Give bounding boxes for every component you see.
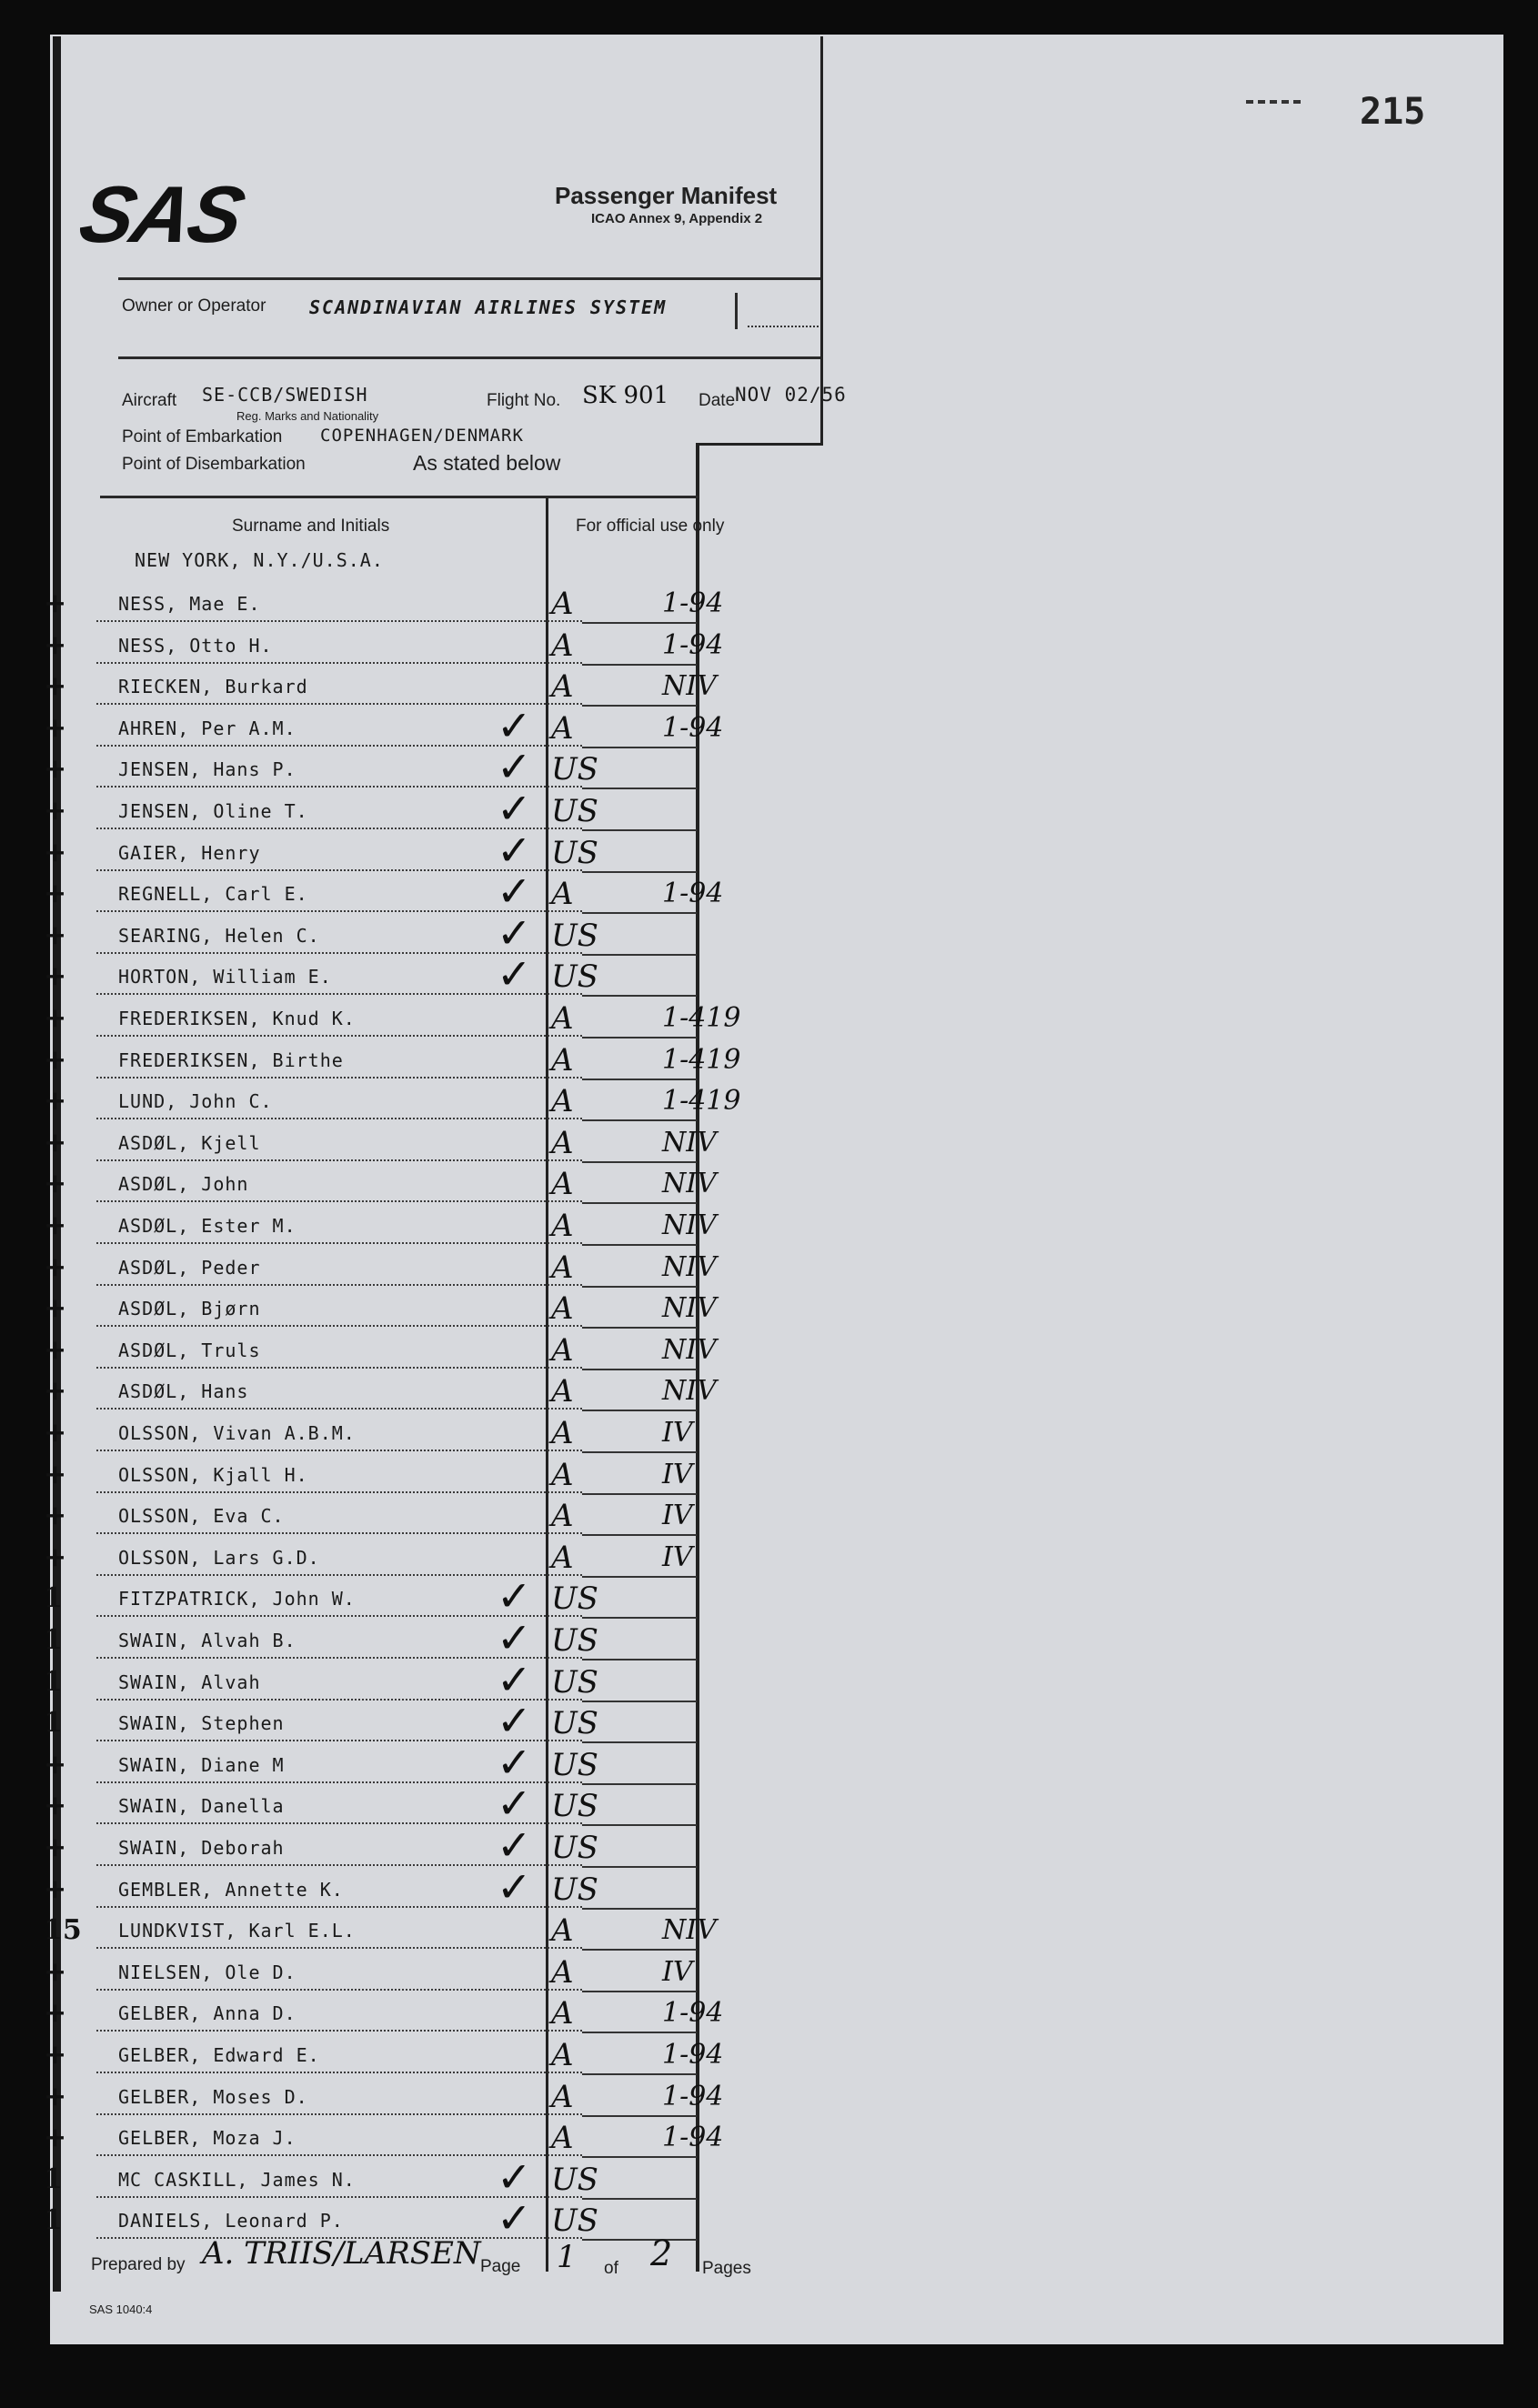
passenger-name: JENSEN, Oline T. xyxy=(118,800,308,822)
row-tick-mark: 15 xyxy=(44,1914,82,1947)
visa-code: NIV xyxy=(662,1375,717,1408)
row-tick-mark: + xyxy=(44,1043,67,1076)
visa-code: NIV xyxy=(662,1292,717,1325)
status-mark: A xyxy=(551,586,574,622)
passenger-row xyxy=(44,1370,717,1411)
of-label: of xyxy=(604,2259,618,2278)
row-tick-mark: + xyxy=(44,1209,67,1241)
sas-logo: SAS xyxy=(72,169,251,259)
row-dotted-rule xyxy=(96,2113,582,2115)
row-dotted-rule xyxy=(96,1408,582,1410)
row-tick-mark: + xyxy=(44,1458,67,1490)
status-mark: A xyxy=(551,1456,574,1493)
passenger-row xyxy=(44,1411,699,1453)
passenger-row xyxy=(44,1861,699,1911)
passenger-row xyxy=(44,1737,699,1787)
passenger-name: ASDØL, Peder xyxy=(118,1256,261,1279)
row-tick-mark: + xyxy=(44,628,67,661)
header-rule xyxy=(118,277,820,280)
visa-code: NIV xyxy=(662,1126,717,1159)
visa-code: NIV xyxy=(662,670,717,703)
row-tick-mark: 1 xyxy=(44,2162,63,2195)
status-mark: US xyxy=(551,1580,598,1618)
aircraft-sublabel: Reg. Marks and Nationality xyxy=(236,409,379,423)
passenger-name: ASDØL, Kjell xyxy=(118,1131,261,1154)
passenger-name: FREDERIKSEN, Birthe xyxy=(118,1048,344,1071)
status-mark: A xyxy=(551,1953,574,1991)
status-mark: A xyxy=(551,1124,574,1161)
passenger-name: SWAIN, Deborah xyxy=(118,1837,285,1859)
passenger-row xyxy=(44,1287,717,1329)
prepared-signature: A. TRIIS/LARSEN xyxy=(202,2235,481,2272)
row-tick-mark: + xyxy=(44,711,67,744)
row-tick-mark: 1 xyxy=(44,2204,63,2237)
passenger-name: NESS, Mae E. xyxy=(118,593,261,615)
row-tick-mark: + xyxy=(44,1333,67,1366)
frame-right-border-top xyxy=(820,36,823,444)
row-dotted-rule xyxy=(96,1532,582,1534)
row-dotted-rule xyxy=(96,1325,582,1327)
frame-left-border xyxy=(53,36,61,2292)
check-mark: ✓ xyxy=(497,1696,532,1746)
passenger-row xyxy=(44,1951,699,1992)
status-mark: A xyxy=(551,1539,574,1576)
row-tick-mark: + xyxy=(44,1085,67,1118)
status-mark: A xyxy=(551,1083,574,1120)
col-surname-header: Surname and Initials xyxy=(232,517,390,536)
row-tick-mark: + xyxy=(44,1168,67,1200)
status-mark: A xyxy=(551,2078,574,2115)
check-mark: ✓ xyxy=(497,867,532,917)
disembark-value: As stated below xyxy=(413,451,561,475)
passenger-name: NIELSEN, Ole D. xyxy=(118,1961,297,1983)
passenger-row xyxy=(44,784,699,833)
row-tick-mark: + xyxy=(44,1831,67,1863)
row-dotted-rule xyxy=(96,2072,582,2073)
passenger-row xyxy=(44,1494,699,1536)
passenger-row xyxy=(44,1453,699,1495)
passenger-row xyxy=(44,1654,699,1704)
passenger-row xyxy=(44,1162,717,1204)
visa-code: IV xyxy=(662,1417,693,1449)
visa-code: 1-419 xyxy=(662,1085,741,1118)
passenger-name: OLSSON, Eva C. xyxy=(118,1505,285,1528)
passenger-name: AHREN, Per A.M. xyxy=(118,717,297,739)
row-dotted-rule xyxy=(96,1491,582,1493)
visa-code: 1-94 xyxy=(662,878,724,910)
status-mark: US xyxy=(551,1871,598,1908)
disembark-label: Point of Disembarkation xyxy=(122,455,306,474)
row-tick-mark: + xyxy=(44,1955,67,1988)
passenger-name: JENSEN, Hans P. xyxy=(118,758,297,781)
passenger-row xyxy=(44,1696,699,1746)
passenger-row xyxy=(44,949,699,999)
row-tick-mark: + xyxy=(44,1250,67,1283)
row-tick-mark: + xyxy=(44,836,67,868)
passenger-name: REGNELL, Carl E. xyxy=(118,883,308,906)
frame-step-border xyxy=(696,443,823,446)
row-tick-mark: + xyxy=(44,1375,67,1408)
status-mark: A xyxy=(551,1331,574,1369)
embark-label: Point of Embarkation xyxy=(122,427,283,446)
passenger-name: HORTON, William E. xyxy=(118,966,332,988)
table-header-rule xyxy=(100,496,699,498)
row-dotted-rule xyxy=(96,1450,582,1451)
form-code: SAS 1040:4 xyxy=(89,2303,153,2316)
row-tick-mark: 1 xyxy=(44,1707,63,1740)
passenger-name: GELBER, Moza J. xyxy=(118,2127,297,2150)
status-mark: A xyxy=(551,876,574,913)
check-mark: ✓ xyxy=(497,825,532,875)
passenger-row xyxy=(44,908,699,958)
status-mark: A xyxy=(551,1208,574,1244)
passenger-name: ASDØL, Truls xyxy=(118,1339,261,1361)
status-mark: US xyxy=(551,1663,598,1701)
passenger-row xyxy=(44,582,724,624)
passenger-name: GAIER, Henry xyxy=(118,841,261,864)
status-mark: US xyxy=(551,2161,598,2198)
page-number: 215 xyxy=(1360,91,1426,133)
owner-label: Owner or Operator xyxy=(122,296,266,316)
passenger-row xyxy=(44,1079,741,1121)
status-mark: US xyxy=(551,834,598,871)
check-mark: ✓ xyxy=(497,908,532,958)
passenger-row xyxy=(44,700,724,750)
passenger-name: SWAIN, Alvah B. xyxy=(118,1630,297,1651)
owner-rule xyxy=(118,356,820,359)
row-tick-mark: + xyxy=(44,670,67,703)
passenger-name: GELBER, Moses D. xyxy=(118,2085,308,2108)
passenger-row xyxy=(44,1329,717,1370)
visa-code: 1-419 xyxy=(662,1043,741,1076)
row-tick-mark: + xyxy=(44,1790,67,1822)
destination: NEW YORK, N.Y./U.S.A. xyxy=(135,549,384,571)
row-dotted-rule xyxy=(96,620,582,622)
status-mark: A xyxy=(551,709,574,747)
dash-mark xyxy=(1246,100,1301,104)
passenger-row xyxy=(44,1204,717,1246)
page-label: Page xyxy=(480,2257,521,2276)
passenger-row xyxy=(44,1121,717,1163)
check-mark: ✓ xyxy=(497,700,532,750)
check-mark: ✓ xyxy=(497,1821,532,1870)
visa-code: 1-94 xyxy=(662,1997,724,2030)
row-dotted-rule xyxy=(96,1906,582,1908)
date-label: Date xyxy=(699,391,736,410)
status-mark: A xyxy=(551,1249,574,1286)
visa-code: 1-94 xyxy=(662,628,724,661)
official-cell-rule xyxy=(582,2239,697,2241)
status-mark: US xyxy=(551,1830,598,1866)
passenger-row xyxy=(44,1909,717,1951)
row-dotted-rule xyxy=(96,1242,582,1244)
page-value: 1 xyxy=(557,2239,577,2275)
status-mark: A xyxy=(551,1290,574,1328)
status-mark: A xyxy=(551,1166,574,1203)
passenger-name: NESS, Otto H. xyxy=(118,634,273,657)
passenger-name: GEMBLER, Annette K. xyxy=(118,1878,344,1901)
passenger-name: RIECKEN, Burkard xyxy=(118,676,308,698)
passenger-name: SWAIN, Diane M xyxy=(118,1753,285,1776)
form-title: Passenger Manifest xyxy=(555,182,778,209)
pages-label: Pages xyxy=(702,2259,751,2278)
passenger-row xyxy=(44,1038,741,1080)
passenger-name: OLSSON, Vivan A.B.M. xyxy=(118,1422,356,1444)
passenger-name: ASDØL, Ester M. xyxy=(118,1215,297,1237)
row-tick-mark: + xyxy=(44,1002,67,1034)
col-official-header: For official use only xyxy=(576,517,725,536)
visa-code: 1-94 xyxy=(662,2122,724,2154)
status-mark: A xyxy=(551,1912,574,1950)
row-dotted-rule xyxy=(96,662,582,664)
row-dotted-rule xyxy=(96,1989,582,1991)
passenger-row xyxy=(44,1536,699,1578)
row-tick-mark: + xyxy=(44,1997,67,2030)
passenger-row xyxy=(44,2033,724,2075)
date-value: NOV 02/56 xyxy=(735,384,847,406)
row-dotted-rule xyxy=(96,1284,582,1286)
row-tick-mark: 1 xyxy=(44,1582,63,1615)
row-dotted-rule xyxy=(96,1077,582,1079)
visa-code: IV xyxy=(662,1955,693,1988)
aircraft-value: SE-CCB/SWEDISH xyxy=(202,384,368,406)
flight-value: SK 901 xyxy=(582,382,669,409)
passenger-name: OLSSON, Kjall H. xyxy=(118,1463,308,1486)
check-mark: ✓ xyxy=(497,1613,532,1662)
row-tick-mark: + xyxy=(44,753,67,786)
row-tick-mark: + xyxy=(44,1126,67,1159)
visa-code: NIV xyxy=(662,1250,717,1283)
row-tick-mark: + xyxy=(44,795,67,827)
passenger-row xyxy=(44,2152,699,2202)
status-mark: US xyxy=(551,751,598,788)
embark-value: COPENHAGEN/DENMARK xyxy=(320,426,524,446)
passenger-name: SWAIN, Danella xyxy=(118,1795,285,1818)
passenger-name: OLSSON, Lars G.D. xyxy=(118,1546,320,1569)
check-mark: ✓ xyxy=(497,2152,532,2202)
passenger-row xyxy=(44,997,741,1038)
passenger-row xyxy=(44,1779,699,1829)
row-tick-mark: 1 xyxy=(44,1624,63,1656)
row-dotted-rule xyxy=(96,1367,582,1369)
total-pages-value: 2 xyxy=(650,2233,673,2273)
check-mark: ✓ xyxy=(497,742,532,792)
status-mark: A xyxy=(551,1041,574,1079)
passenger-name: SWAIN, Alvah xyxy=(118,1671,261,1693)
passenger-row xyxy=(44,2075,724,2117)
row-tick-mark: + xyxy=(44,1872,67,1905)
passenger-row xyxy=(44,1613,699,1662)
owner-value: SCANDINAVIAN AIRLINES SYSTEM xyxy=(309,296,668,318)
passenger-row xyxy=(44,742,699,792)
row-dotted-rule xyxy=(96,1118,582,1119)
passenger-name: SEARING, Helen C. xyxy=(118,924,320,947)
status-mark: US xyxy=(551,793,598,829)
status-mark: A xyxy=(551,1498,574,1535)
passenger-row xyxy=(44,665,717,707)
owner-box-divider xyxy=(735,293,738,329)
passenger-name: FITZPATRICK, John W. xyxy=(118,1588,356,1610)
row-tick-mark: + xyxy=(44,2122,67,2154)
status-mark: A xyxy=(551,668,574,706)
status-mark: A xyxy=(551,627,574,664)
row-dotted-rule xyxy=(96,1035,582,1037)
passenger-name: ASDØL, Bjørn xyxy=(118,1298,261,1320)
status-mark: A xyxy=(551,2037,574,2073)
owner-box-rule xyxy=(748,326,819,327)
visa-code: 1-94 xyxy=(662,587,724,619)
row-tick-mark: 1 xyxy=(44,1665,63,1698)
visa-code: 1-94 xyxy=(662,711,724,744)
passenger-row xyxy=(44,867,724,917)
visa-code: NIV xyxy=(662,1209,717,1241)
passenger-name: GELBER, Edward E. xyxy=(118,2044,320,2066)
visa-code: NIV xyxy=(662,1168,717,1200)
row-tick-mark: + xyxy=(44,1500,67,1532)
row-dotted-rule xyxy=(96,2030,582,2032)
status-mark: A xyxy=(551,1373,574,1410)
row-tick-mark: + xyxy=(44,2080,67,2112)
passenger-row xyxy=(44,1571,699,1621)
aircraft-label: Aircraft xyxy=(122,391,177,410)
passenger-name: SWAIN, Stephen xyxy=(118,1712,285,1735)
check-mark: ✓ xyxy=(497,949,532,999)
visa-code: IV xyxy=(662,1540,693,1573)
passenger-row xyxy=(44,1992,724,2033)
row-dotted-rule xyxy=(96,993,582,995)
check-mark: ✓ xyxy=(497,784,532,833)
check-mark: ✓ xyxy=(497,1861,532,1911)
passenger-name: GELBER, Anna D. xyxy=(118,2002,297,2025)
row-dotted-rule xyxy=(96,1159,582,1161)
passenger-name: LUNDKVIST, Karl E.L. xyxy=(118,1920,356,1942)
row-dotted-rule xyxy=(96,1200,582,1202)
visa-code: 1-94 xyxy=(662,2039,724,2071)
passenger-name: LUND, John C. xyxy=(118,1090,273,1113)
row-tick-mark: + xyxy=(44,1292,67,1325)
status-mark: US xyxy=(551,1705,598,1742)
passenger-row xyxy=(44,1821,699,1870)
prepared-label: Prepared by xyxy=(91,2255,186,2274)
passenger-row xyxy=(44,624,724,666)
passenger-row xyxy=(44,1246,717,1288)
status-mark: A xyxy=(551,2120,574,2157)
status-mark: US xyxy=(551,2202,598,2240)
form-subtitle: ICAO Annex 9, Appendix 2 xyxy=(591,211,763,226)
row-tick-mark: + xyxy=(44,918,67,951)
visa-code: 1-419 xyxy=(662,1002,741,1034)
row-tick-mark: + xyxy=(44,587,67,619)
visa-code: 1-94 xyxy=(662,2080,724,2112)
check-mark: ✓ xyxy=(497,1737,532,1787)
passenger-name: MC CASKILL, James N. xyxy=(118,2168,356,2191)
passenger-row xyxy=(44,2116,724,2158)
passenger-name: FREDERIKSEN, Knud K. xyxy=(118,1008,356,1029)
visa-code: NIV xyxy=(662,1914,717,1947)
status-mark: A xyxy=(551,1995,574,2032)
check-mark: ✓ xyxy=(497,1654,532,1704)
visa-code: NIV xyxy=(662,1333,717,1366)
row-dotted-rule xyxy=(96,1947,582,1949)
check-mark: ✓ xyxy=(497,1779,532,1829)
status-mark: A xyxy=(551,1000,574,1037)
status-mark: US xyxy=(551,1622,598,1659)
status-mark: A xyxy=(551,1415,574,1451)
check-mark: ✓ xyxy=(497,1571,532,1621)
flight-label: Flight No. xyxy=(487,391,561,410)
row-tick-mark: + xyxy=(44,1417,67,1449)
visa-code: IV xyxy=(662,1458,693,1490)
row-tick-mark: + xyxy=(44,1748,67,1781)
visa-code: IV xyxy=(662,1500,693,1532)
passenger-name: ASDØL, Hans xyxy=(118,1380,249,1403)
status-mark: US xyxy=(551,1788,598,1825)
row-tick-mark: + xyxy=(44,960,67,993)
row-tick-mark: + xyxy=(44,1540,67,1573)
status-mark: US xyxy=(551,1746,598,1783)
passenger-name: ASDØL, John xyxy=(118,1173,249,1196)
status-mark: US xyxy=(551,958,598,996)
passenger-name: DANIELS, Leonard P. xyxy=(118,2210,344,2232)
status-mark: US xyxy=(551,917,598,954)
row-tick-mark: + xyxy=(44,878,67,910)
check-mark: ✓ xyxy=(497,2193,532,2243)
row-tick-mark: + xyxy=(44,2039,67,2071)
passenger-row xyxy=(44,825,699,875)
